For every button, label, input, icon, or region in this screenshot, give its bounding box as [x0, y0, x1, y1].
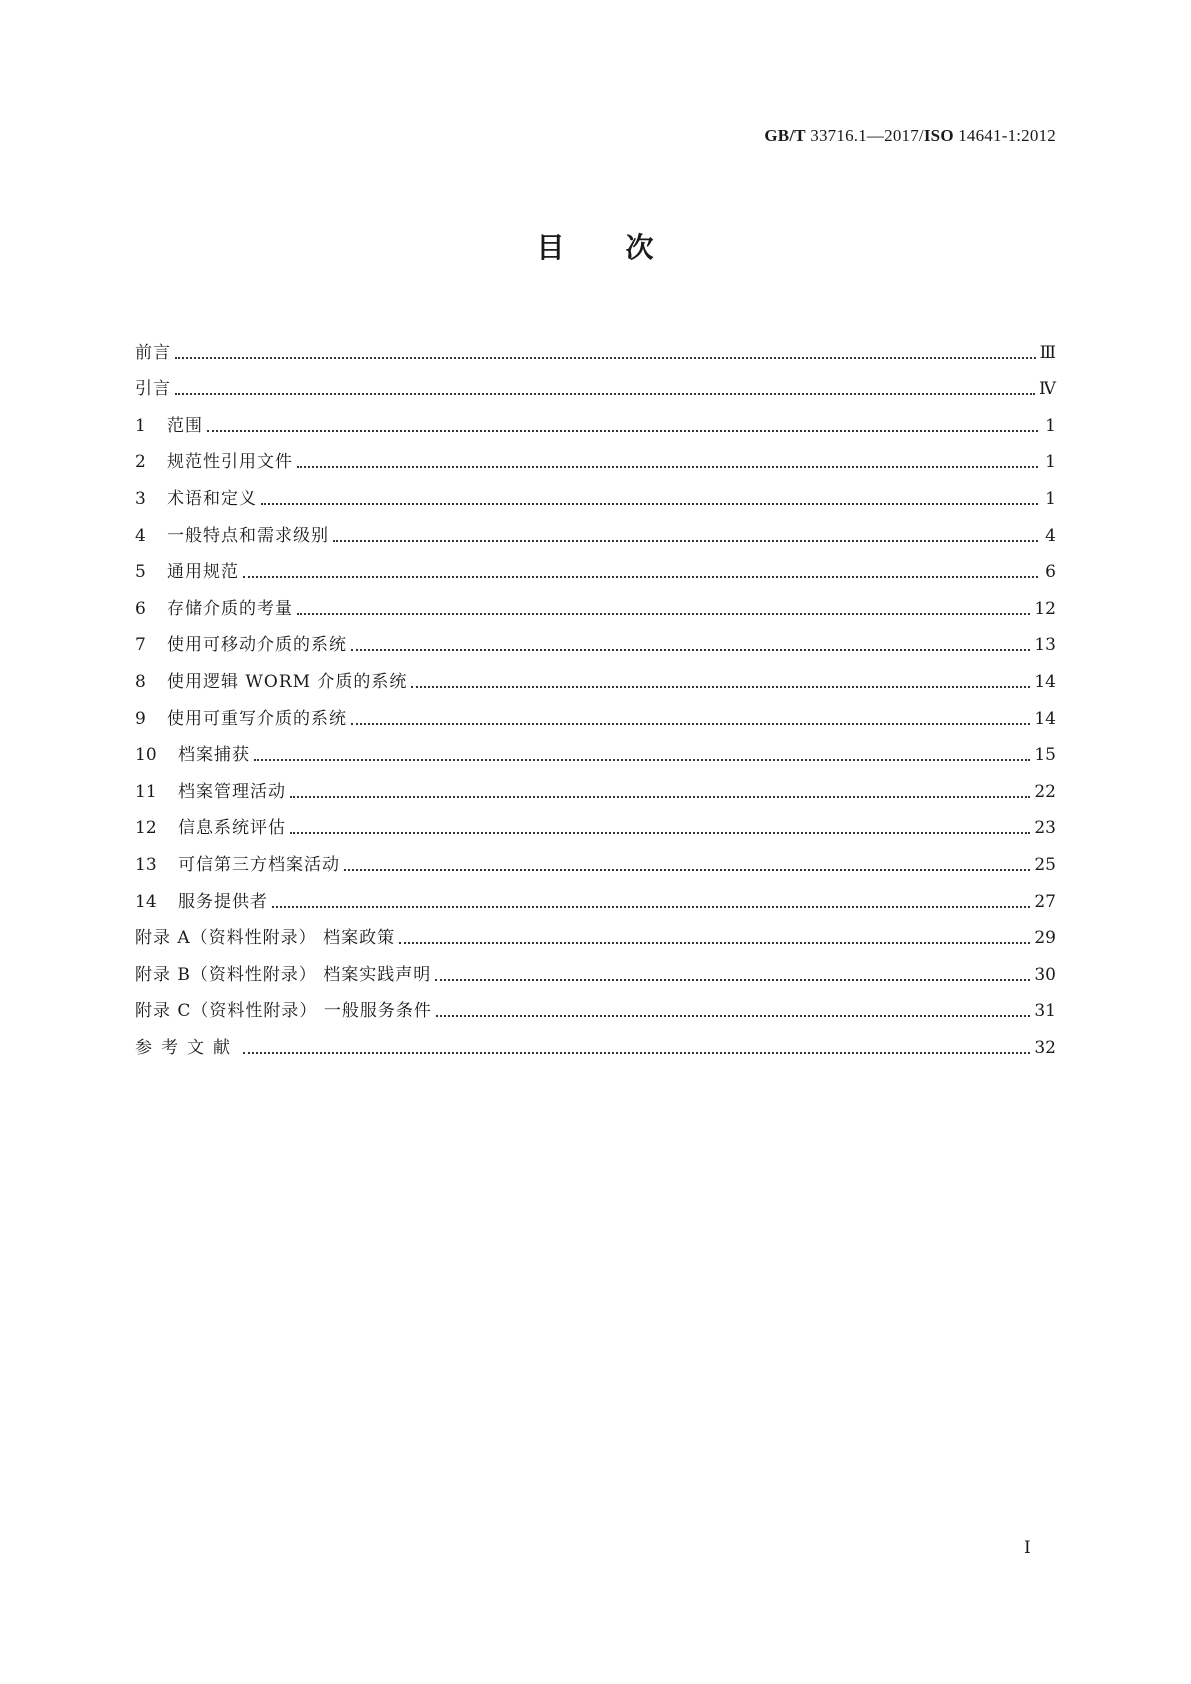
toc-entry-10[interactable]	[135, 730, 1056, 767]
dot-leader	[175, 393, 1035, 395]
toc-entry-page: 6	[1045, 562, 1056, 583]
standard-code-header	[764, 126, 1056, 146]
dot-leader	[297, 613, 1030, 615]
toc-entry-number: 3	[135, 488, 146, 509]
toc-entry-annex-c[interactable]	[135, 986, 1056, 1023]
toc-entry-label: 附录 C（资料性附录） 一般服务条件	[135, 1001, 432, 1022]
toc-entry-introduction[interactable]	[135, 364, 1056, 401]
toc-entry-13[interactable]	[135, 839, 1056, 876]
toc-entry-number: 7	[135, 635, 146, 656]
toc-entry-page: 27	[1034, 891, 1056, 912]
toc-entry-label: 服务提供者	[178, 891, 268, 912]
toc-entry-page: 1	[1045, 415, 1056, 436]
standard-code-prefix: GB/T	[764, 126, 806, 145]
toc-entry-page: 22	[1034, 781, 1056, 802]
page-title	[0, 226, 1191, 266]
toc-entry-page: Ⅳ	[1039, 379, 1056, 400]
toc-entry-label: 规范性引用文件	[167, 452, 293, 473]
dot-leader	[344, 869, 1030, 871]
toc-entry-page: 12	[1034, 598, 1056, 619]
toc-entry-annex-b[interactable]	[135, 949, 1056, 986]
toc-entry-label: 附录 A（资料性附录） 档案政策	[135, 928, 396, 949]
toc-entry-page: 30	[1034, 964, 1056, 985]
toc-entry-label: 术语和定义	[167, 488, 257, 509]
toc-entry-number: 13	[135, 854, 157, 875]
toc-entry-page: 29	[1034, 928, 1056, 949]
toc-entry-page: Ⅲ	[1039, 342, 1056, 363]
toc-entry-label: 范围	[167, 415, 203, 436]
toc-entry-page: 25	[1034, 854, 1056, 875]
toc-entry-11[interactable]	[135, 766, 1056, 803]
dot-leader	[399, 942, 1030, 944]
toc-entry-2[interactable]	[135, 437, 1056, 474]
dot-leader	[297, 466, 1038, 468]
toc-entry-page: 32	[1034, 1037, 1056, 1058]
toc-entry-number: 14	[135, 891, 157, 912]
toc-entry-page: 15	[1034, 745, 1056, 766]
toc-entry-label: 档案捕获	[178, 745, 250, 766]
toc-entry-number: 10	[135, 745, 157, 766]
toc-entry-number: 4	[135, 525, 146, 546]
toc-entry-label: 通用规范	[167, 562, 239, 583]
dot-leader	[290, 796, 1030, 798]
toc-entry-page: 23	[1034, 818, 1056, 839]
page-number: I	[1024, 1538, 1031, 1558]
toc-entry-label: 存储介质的考量	[167, 598, 293, 619]
dot-leader	[261, 503, 1038, 505]
toc-entry-label: 使用可移动介质的系统	[167, 635, 347, 656]
toc-entry-number: 2	[135, 452, 146, 473]
dot-leader	[435, 979, 1030, 981]
toc-entry-page: 1	[1045, 488, 1056, 509]
toc-entry-6[interactable]	[135, 583, 1056, 620]
toc-entry-5[interactable]	[135, 547, 1056, 584]
dot-leader	[290, 832, 1030, 834]
toc-entry-number: 5	[135, 562, 146, 583]
toc-entry-label: 一般特点和需求级别	[167, 525, 329, 546]
toc-entry-label: 参考文献	[135, 1037, 239, 1058]
toc-entry-page: 13	[1034, 635, 1056, 656]
toc-entry-number: 6	[135, 598, 146, 619]
toc-entry-9[interactable]	[135, 693, 1056, 730]
toc-entry-label: 附录 B（资料性附录） 档案实践声明	[135, 964, 432, 985]
toc-entry-label: 可信第三方档案活动	[178, 854, 340, 875]
toc-entry-1[interactable]	[135, 400, 1056, 437]
toc-entry-page: 14	[1034, 708, 1056, 729]
dot-leader	[436, 1015, 1031, 1017]
toc-entry-number: 11	[135, 781, 157, 802]
toc-entry-annex-a[interactable]	[135, 913, 1056, 950]
dot-leader	[351, 649, 1030, 651]
iso-prefix: ISO	[923, 126, 954, 145]
toc-entry-number: 12	[135, 818, 157, 839]
toc-entry-14[interactable]	[135, 876, 1056, 913]
toc-entry-4[interactable]	[135, 510, 1056, 547]
toc-entry-number: 1	[135, 415, 146, 436]
dot-leader	[175, 357, 1036, 359]
table-of-contents	[135, 327, 1056, 1059]
dot-leader	[351, 723, 1030, 725]
title-char-1: 目	[536, 231, 566, 264]
toc-entry-page: 31	[1034, 1001, 1056, 1022]
dot-leader	[207, 430, 1038, 432]
toc-entry-3[interactable]	[135, 473, 1056, 510]
toc-entry-number: 8	[135, 671, 146, 692]
toc-entry-page: 1	[1045, 452, 1056, 473]
title-char-2: 次	[625, 231, 655, 264]
toc-entry-page: 14	[1034, 671, 1056, 692]
dot-leader	[254, 759, 1030, 761]
dot-leader	[243, 576, 1038, 578]
toc-entry-foreword[interactable]	[135, 327, 1056, 364]
iso-code-number: 14641-1:2012	[958, 126, 1056, 145]
toc-entry-label: 前言	[135, 342, 171, 363]
toc-entry-label: 信息系统评估	[178, 818, 286, 839]
dot-leader	[333, 540, 1038, 542]
toc-entry-number: 9	[135, 708, 146, 729]
toc-entry-bibliography[interactable]	[135, 1022, 1056, 1059]
toc-entry-7[interactable]	[135, 620, 1056, 657]
toc-entry-8[interactable]	[135, 656, 1056, 693]
toc-entry-label: 使用可重写介质的系统	[167, 708, 347, 729]
standard-code-number: 33716.1—2017/	[810, 126, 924, 145]
toc-entry-label: 使用逻辑 WORM 介质的系统	[167, 671, 408, 692]
dot-leader	[411, 686, 1030, 688]
toc-entry-12[interactable]	[135, 803, 1056, 840]
dot-leader	[243, 1052, 1030, 1054]
dot-leader	[272, 906, 1030, 908]
toc-entry-page: 4	[1045, 525, 1056, 546]
toc-entry-label: 引言	[135, 379, 171, 400]
toc-entry-label: 档案管理活动	[178, 781, 286, 802]
